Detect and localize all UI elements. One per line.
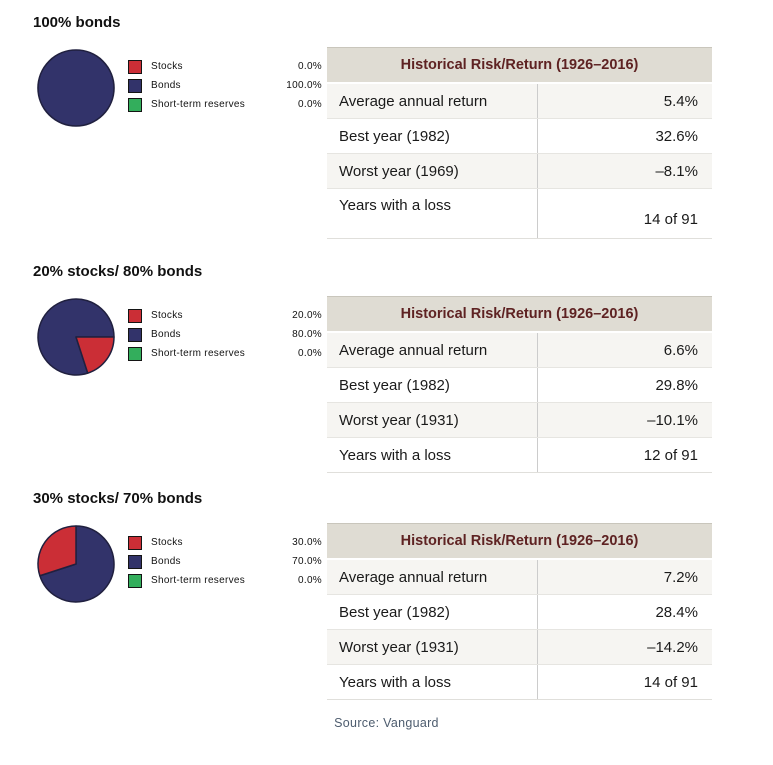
table-row <box>327 333 712 367</box>
pie-chart-svg <box>36 48 116 128</box>
section-title: 30% stocks/ 70% bonds <box>33 490 203 507</box>
pie-chart-svg <box>36 297 116 377</box>
legend-label: Bonds <box>151 80 181 91</box>
table-row <box>327 560 712 594</box>
row-value: 6.6% <box>663 341 698 359</box>
section-30-stocks-70-bonds <box>0 476 773 721</box>
stocks-swatch-icon <box>128 60 142 74</box>
legend-value: 70.0% <box>292 556 322 567</box>
bonds-swatch-icon <box>128 555 142 569</box>
legend-label: Stocks <box>151 310 183 321</box>
section-100-bonds <box>0 0 773 245</box>
table-header: Historical Risk/Return (1926–2016) <box>327 523 712 558</box>
table-row <box>327 629 712 664</box>
pie-chart-20-80 <box>36 297 116 377</box>
row-label: Worst year (1969) <box>327 154 538 188</box>
legend-label: Stocks <box>151 537 183 548</box>
stocks-swatch-icon <box>128 309 142 323</box>
row-value: 5.4% <box>663 92 698 110</box>
legend-item-reserves <box>128 344 322 363</box>
row-label: Average annual return <box>327 560 538 594</box>
row-value: 14 of 91 <box>643 211 698 228</box>
legend-item-reserves <box>128 95 322 114</box>
legend-value: 30.0% <box>292 537 322 548</box>
row-value: –10.1% <box>647 411 698 429</box>
table-row <box>327 153 712 188</box>
section-20-stocks-80-bonds <box>0 249 773 494</box>
section-title: 20% stocks/ 80% bonds <box>33 263 203 280</box>
table-row <box>327 118 712 153</box>
legend-item-stocks <box>128 57 322 76</box>
legend-label: Bonds <box>151 556 181 567</box>
table-row <box>327 84 712 118</box>
table-row <box>327 367 712 402</box>
row-label: Years with a loss <box>327 189 538 238</box>
reserves-swatch-icon <box>128 347 142 361</box>
pie-chart-100-bonds <box>36 48 116 128</box>
table-header: Historical Risk/Return (1926–2016) <box>327 47 712 82</box>
row-value: 32.6% <box>655 127 698 145</box>
row-value: 28.4% <box>655 603 698 621</box>
pie-chart-30-70 <box>36 524 116 604</box>
risk-return-table <box>327 47 712 239</box>
row-value: 29.8% <box>655 376 698 394</box>
risk-return-table <box>327 296 712 473</box>
pie-chart-svg <box>36 524 116 604</box>
legend <box>128 306 322 363</box>
legend-label: Short-term reserves <box>151 99 246 110</box>
section-title: 100% bonds <box>33 14 121 31</box>
legend-label: Short-term reserves <box>151 348 246 359</box>
row-label: Years with a loss <box>327 438 538 472</box>
legend-value: 0.0% <box>298 575 322 586</box>
legend-value: 100.0% <box>286 80 322 91</box>
legend-label: Stocks <box>151 61 183 72</box>
legend-item-bonds <box>128 325 322 344</box>
legend-item-stocks <box>128 306 322 325</box>
pie-slice-bonds <box>38 50 114 126</box>
legend-value: 20.0% <box>292 310 322 321</box>
stocks-swatch-icon <box>128 536 142 550</box>
legend <box>128 57 322 114</box>
bonds-swatch-icon <box>128 328 142 342</box>
table-header: Historical Risk/Return (1926–2016) <box>327 296 712 331</box>
legend-value: 80.0% <box>292 329 322 340</box>
table-row <box>327 437 712 473</box>
row-value: 7.2% <box>663 568 698 586</box>
legend-value: 0.0% <box>298 99 322 110</box>
row-label: Average annual return <box>327 333 538 367</box>
row-label: Best year (1982) <box>327 368 538 402</box>
row-value: –8.1% <box>655 162 698 180</box>
legend-label: Short-term reserves <box>151 575 246 586</box>
row-value: –14.2% <box>647 638 698 656</box>
row-label: Average annual return <box>327 84 538 118</box>
legend-item-bonds <box>128 552 322 571</box>
source-caption: Source: Vanguard <box>334 716 439 730</box>
row-label: Worst year (1931) <box>327 630 538 664</box>
table-row <box>327 594 712 629</box>
legend-item-stocks <box>128 533 322 552</box>
legend-value: 0.0% <box>298 348 322 359</box>
risk-return-table <box>327 523 712 700</box>
reserves-swatch-icon <box>128 98 142 112</box>
row-label: Best year (1982) <box>327 119 538 153</box>
legend-item-reserves <box>128 571 322 590</box>
reserves-swatch-icon <box>128 574 142 588</box>
bonds-swatch-icon <box>128 79 142 93</box>
legend-value: 0.0% <box>298 61 322 72</box>
row-value: 14 of 91 <box>643 673 698 691</box>
row-label: Worst year (1931) <box>327 403 538 437</box>
row-value: 12 of 91 <box>643 446 698 464</box>
legend-item-bonds <box>128 76 322 95</box>
table-row <box>327 402 712 437</box>
row-label: Years with a loss <box>327 665 538 699</box>
row-label: Best year (1982) <box>327 595 538 629</box>
legend <box>128 533 322 590</box>
legend-label: Bonds <box>151 329 181 340</box>
table-row <box>327 664 712 700</box>
table-row <box>327 188 712 239</box>
